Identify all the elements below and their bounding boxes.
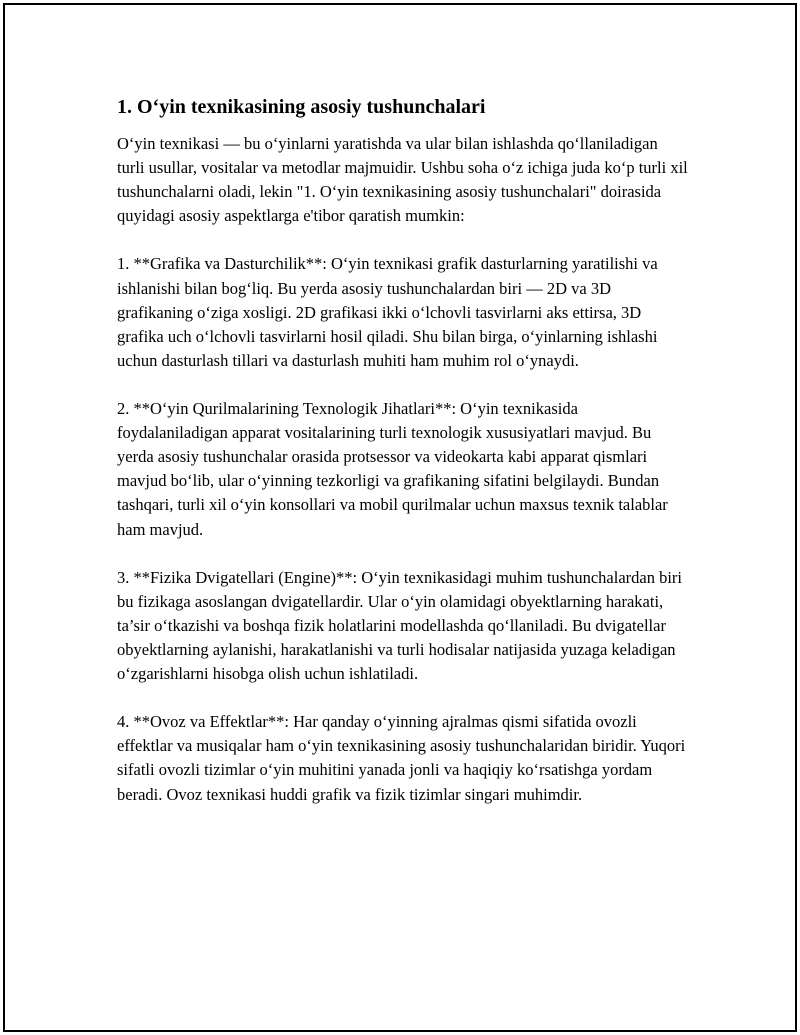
paragraph-grafika: 1. **Grafika va Dasturchilik**: O‘yin texnikasi grafik dasturlarning yaratilishi va ishlanishi bilan bog‘liq. Bu yerda asosiy tushunchalardan biri — 2D va 3D grafikaning o‘ziga xosligi. 2D grafikasi ikki o‘lchovli tasvirlarni aks ettirsa, 3D grafika uch o‘lchovli tasvirlarni hosil qiladi. Shu bilan birga, o‘yinlarning ishlashi uchun dasturlash tillari va dasturlash muhiti ham muhim rol o‘ynaydi. [117, 254, 658, 370]
paragraph-qurilmalar: 2. **O‘yin Qurilmalarining Texnologik Jihatlari**: O‘yin texnikasida foydalaniladigan apparat vositalarining turli texnologik xususiyatlari mavjud. Bu yerda asosiy tushunchalar orasida protsessor va videokarta kabi apparat qismlari mavjud bo‘lib, ular o‘yinning tezkorligi va grafikaning sifatini belgilaydi. Bundan tashqari, turli xil o‘yin konsollari va mobil qurilmalar uchun maxsus texnik talablar ham mavjud. [117, 399, 668, 539]
paragraph-fizika: 3. **Fizika Dvigatellari (Engine)**: O‘yin texnikasidagi muhim tushunchalardan biri bu fizikaga asoslangan dvigatellardir. Ular o‘yin olamidagi obyektlarning harakati, ta’sir o‘tkazishi va boshqa fizik holatlarini modellashda qo‘llaniladi. Bu dvigatellar obyektlarning aylanishi, harakatlanishi va turli hodisalar natijasida yuzaga keladigan o‘zgarishlarni hisobga olish uchun ishlatiladi. [117, 567, 682, 684]
document-body [117, 94, 689, 831]
paragraph-ovoz: 4. **Ovoz va Effektlar**: Har qanday o‘yinning ajralmas qismi sifatida ovozli effektlar va musiqalar ham o‘yin texnikasining asosiy tushunchalaridan biridir. Yuqori sifatli ovozli tizimlar o‘yin muhitini yanada jonli va haqiqiy ko‘rsatishga yordam beradi. Ovoz texnikasi huddi grafik va fizik tizimlar singari muhimdir. [117, 712, 686, 804]
document-title: 1. O‘yin texnikasining asosiy tushunchalari [117, 96, 486, 118]
intro-paragraph: O‘yin texnikasi — bu o‘yinlarni yaratishda va ular bilan ishlashda qo‘llaniladigan turli usullar, vositalar va metodlar majmuidir. Ushbu soha o‘z ichiga juda ko‘p turli xil tushunchalarni oladi, lekin "1. O‘yin texnikasining asosiy tushunchalari" doirasida quyidagi asosiy aspektlarga e'tibor qaratish mumkin: [117, 134, 688, 226]
